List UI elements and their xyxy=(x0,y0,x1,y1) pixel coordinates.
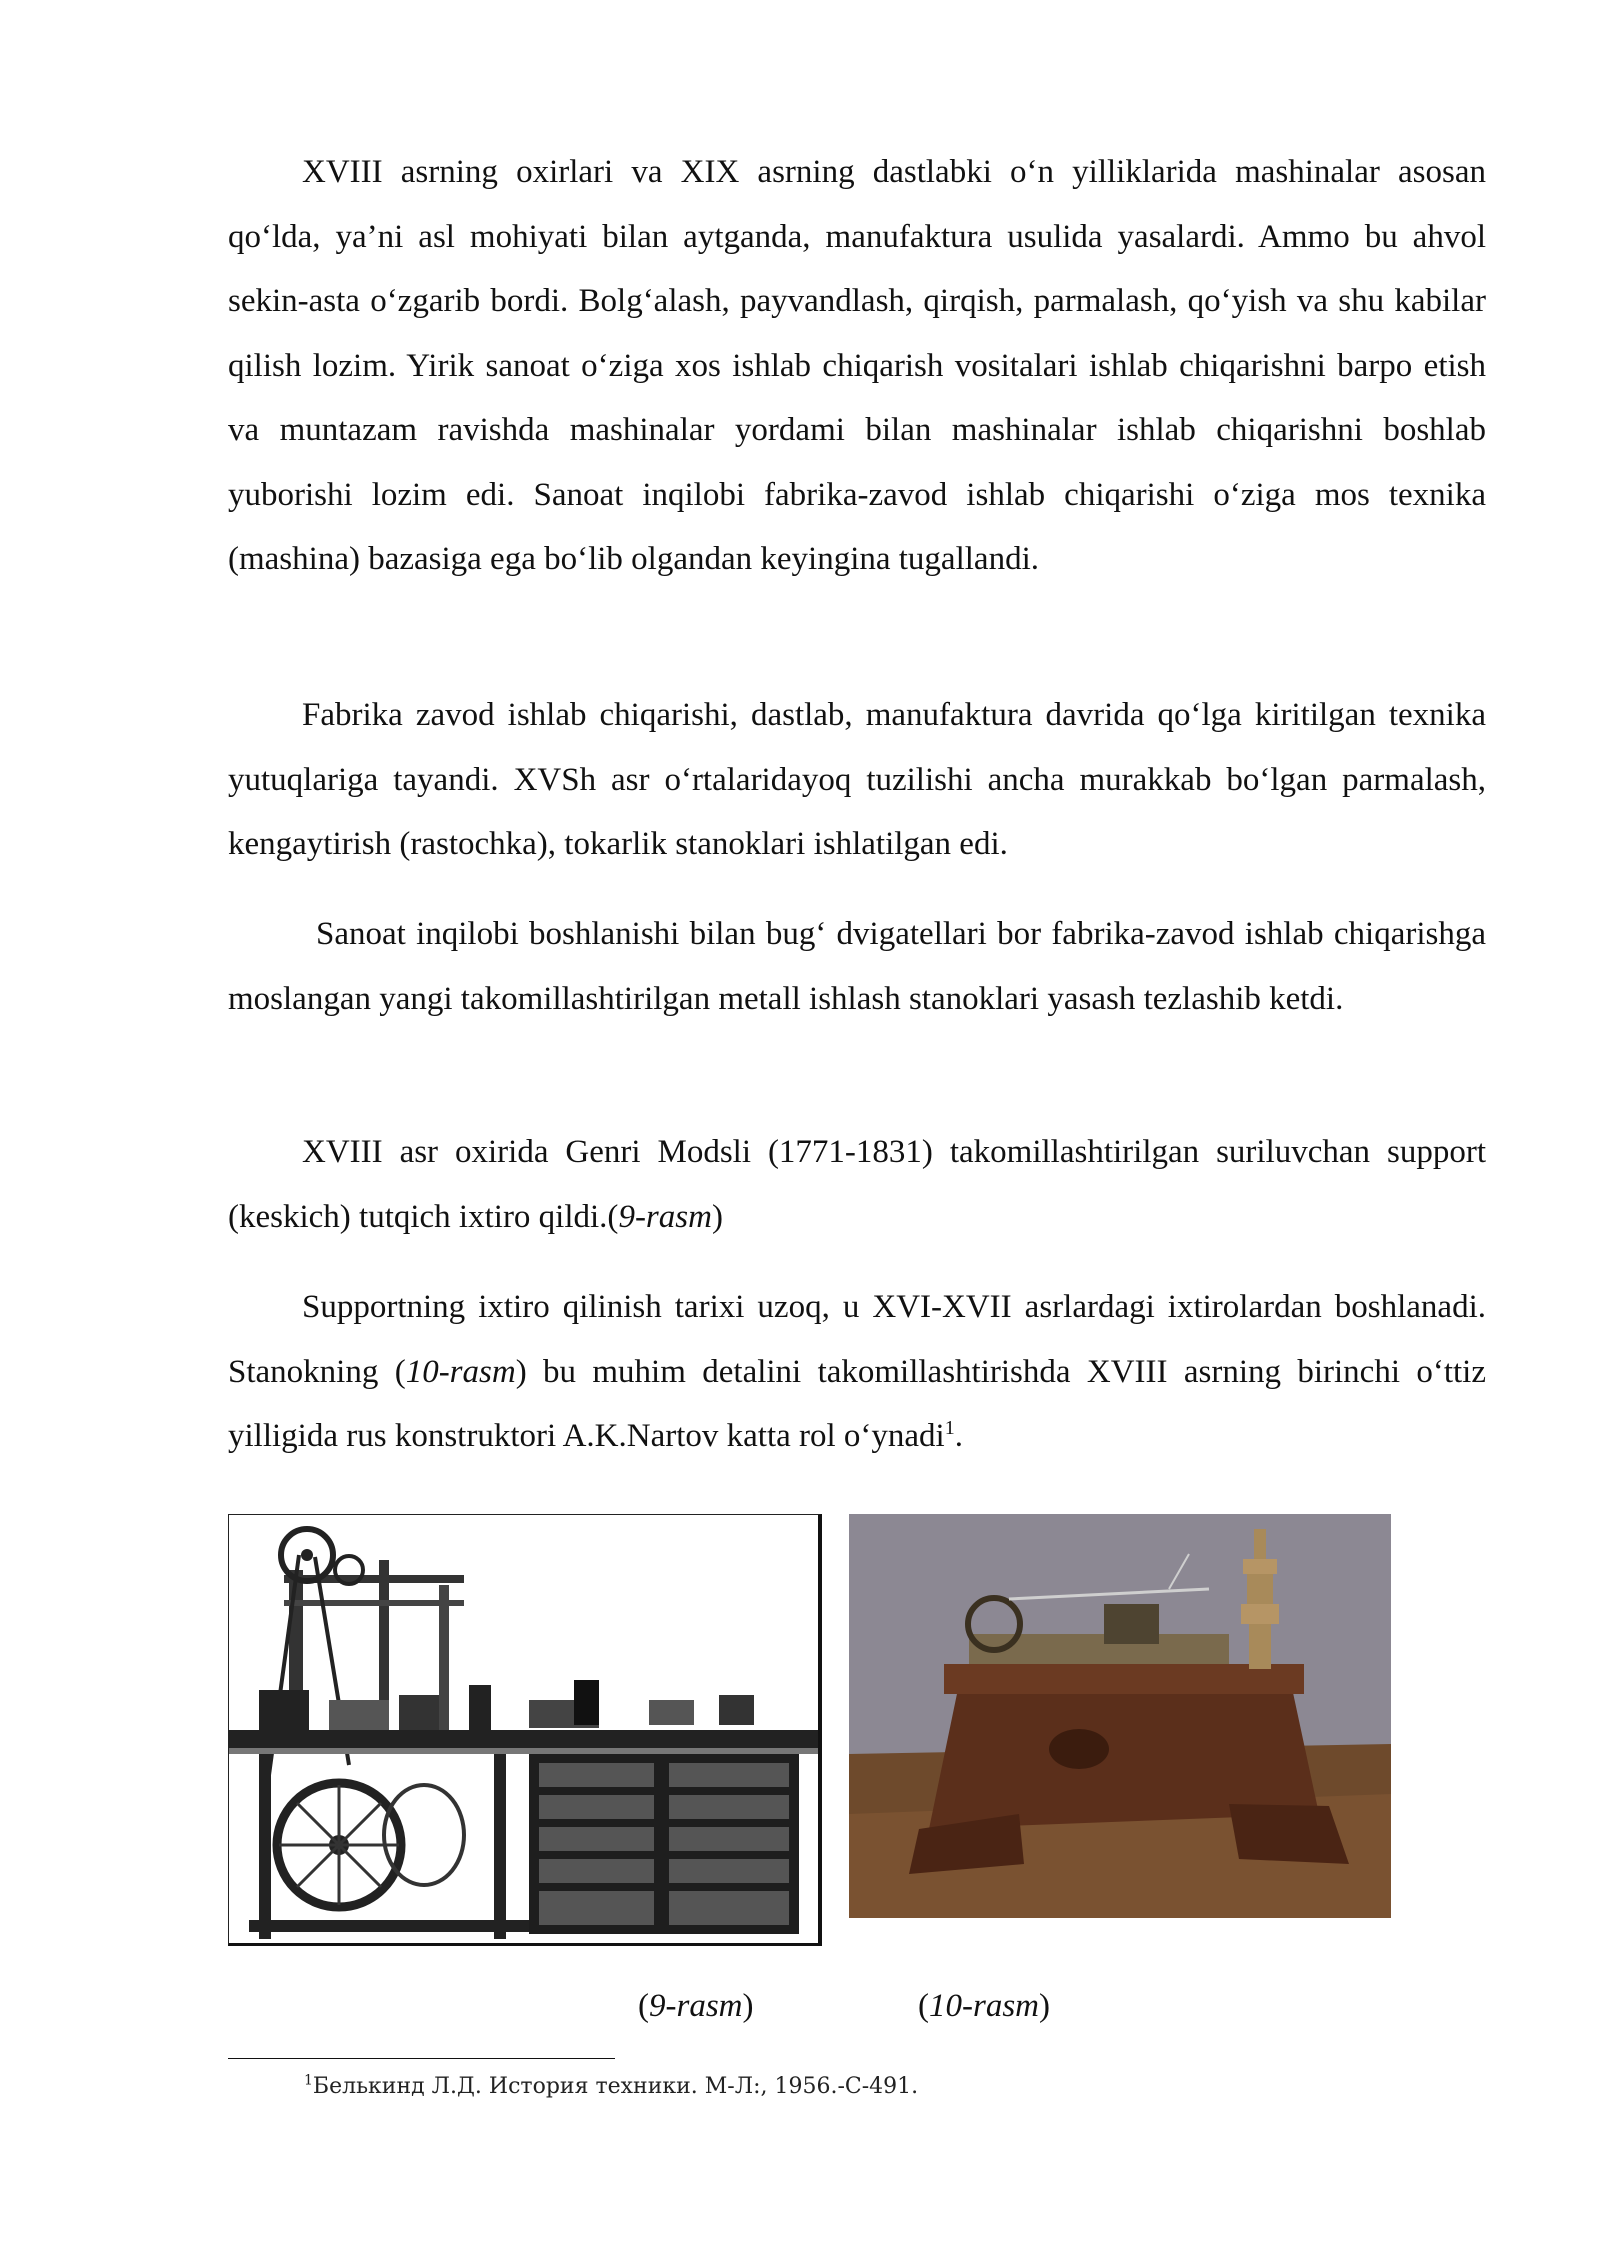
figure-9-caption-open: ( xyxy=(638,1988,649,2024)
paragraph-2-text: Fabrika zavod ishlab chiqarishi, dastlab, manufaktura davrida qo‘lga kiritilgan texnika yutuqlariga tayandi. XVSh asr o‘rtalaridayoq tuzilishi ancha murakkab bo‘lgan parmalash, kengaytirish (rastochka), tokarlik stanoklari ishlatilgan edi. xyxy=(228,697,1486,862)
paragraph-5-text-b: ) bu muhim detalini takomillashtirishda XVIII asrning birinchi o‘ttiz yilligida rus konstruktori A.K.Nartov katta rol o‘ynadi xyxy=(228,1353,1486,1454)
nartov-lathe-photo xyxy=(849,1514,1391,1918)
paragraph-5-text-a: Supportning ixtiro qilinish tarixi uzoq, u XVI-XVII asrlardagi ixtirolardan boshlanadi. Stanokning ( xyxy=(228,1289,1486,1390)
figure-10-caption-open: ( xyxy=(918,1988,929,2024)
figure-9-image xyxy=(228,1514,822,1946)
figure-9-reference: 9-rasm xyxy=(618,1198,712,1235)
footnote-number: 1 xyxy=(304,2072,313,2089)
paragraph-5-end: . xyxy=(954,1418,963,1454)
footnote xyxy=(304,2072,918,2102)
figure-10-caption-close: ) xyxy=(1039,1988,1051,2024)
figure-9-caption-label: 9-rasm xyxy=(649,1988,743,2024)
figure-9-caption xyxy=(638,1986,754,2026)
footnote-marker: 1 xyxy=(944,1417,955,1439)
paragraph-3-text: Sanoat inqilobi boshlanishi bilan bug‘ dvigatellari bor fabrika-zavod ishlab chiqarishga moslangan yangi takomillashtirilgan metall ishlash stanoklari yasash tezlashib ketdi. xyxy=(228,916,1486,1017)
figure-10-reference: 10-rasm xyxy=(405,1353,516,1390)
lathe-bench-engraving xyxy=(229,1515,818,1943)
figure-10-caption xyxy=(918,1986,1050,2026)
paragraph-1-text: XVIII asrning oxirlari va XIX asrning dastlabki o‘n yilliklarida mashinalar asosan qo‘lda, ya’ni asl mohiyati bilan aytganda, manufaktura usulida yasalardi. Ammo bu ahvol sekin-asta o‘zgarib bordi. Bolg‘alash, payvandlash, qirqish, parmalash, qo‘yish va shu kabilar qilish lozim. Yirik sanoat o‘ziga xos ishlab chiqarish vositalari ishlab chiqarishni barpo etish va muntazam ravishda mashinalar yordami bilan mashinalar ishlab chiqarishni boshlab yuborishi lozim edi. Sanoat inqilobi fabrika-zavod ishlab chiqarishi o‘ziga mos texnika (mashina) bazasiga ega bo‘lib olgandan keyingina tugallandi. xyxy=(228,154,1486,577)
paragraph-4-text: XVIII asr oxirida Genri Modsli (1771-1831) takomillashtirilgan suriluvchan support (keskich) tutqich ixtiro qildi.( xyxy=(228,1134,1486,1235)
figure-10-caption-label: 10-rasm xyxy=(929,1988,1040,2024)
paragraph-2 xyxy=(228,683,1486,877)
paragraph-4 xyxy=(228,1120,1486,1249)
footnote-text: Белькинд Л.Д. История техники. М-Л:, 1956.-С-491. xyxy=(312,2074,919,2099)
figure-10-image xyxy=(849,1514,1391,1918)
paragraph-1 xyxy=(228,140,1486,592)
figure-9-caption-close: ) xyxy=(742,1988,754,2024)
footnote-separator xyxy=(228,2058,615,2059)
paragraph-5 xyxy=(228,1275,1486,1469)
paragraph-4-close: ) xyxy=(711,1198,723,1235)
paragraph-3 xyxy=(228,902,1486,1031)
